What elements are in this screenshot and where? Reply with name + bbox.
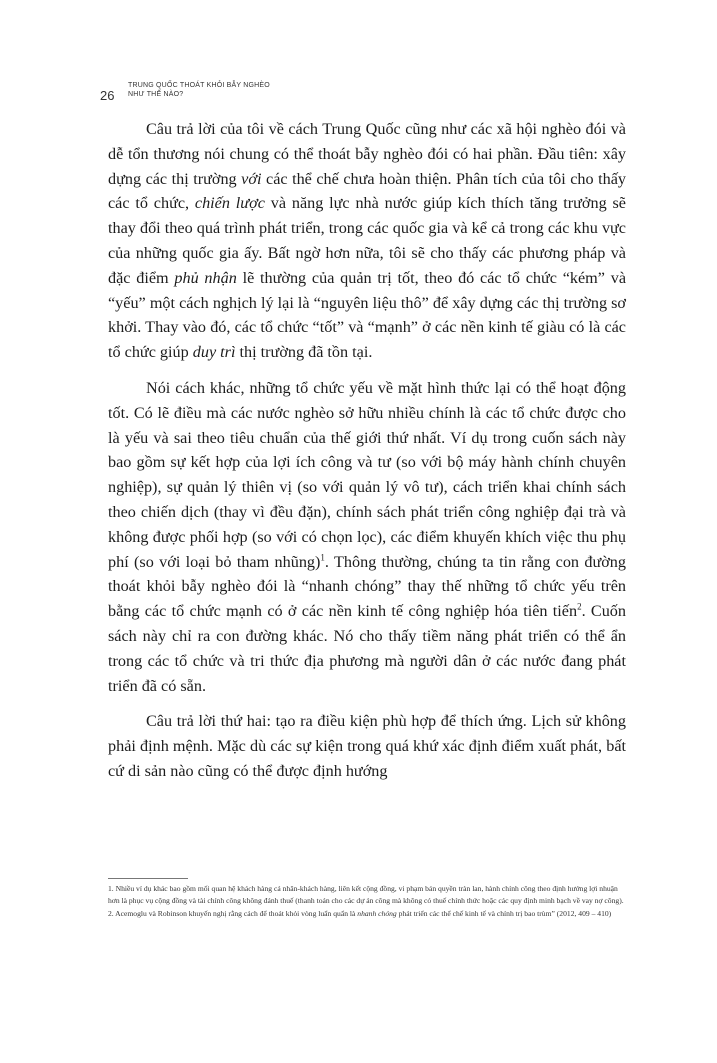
paragraph-2-text: Nói cách khác, những tổ chức yếu về mặt hình thức lại có thể hoạt động tốt. Có lẽ điều mà các nước nghèo sở hữu nhiều chính là các tổ chức được cho là yếu và sai theo tiêu chuẩn của thế giới thứ nhất. Ví dụ trong cuốn sách này bao gồm sự kết hợp của lợi ích công và tư (so với bộ máy hành chính chuyên nghiệp), sự quản lý thiên vị (so với quản lý vô tư), cách triển khai chính sách theo chiến dịch (thay vì đều đặn), chính sách phát triển công nghiệp đại trà và không được phối hợp (so với có chọn lọc), các điểm khuyến khích việc thu phụ phí (so với loại bỏ tham nhũng) (108, 378, 626, 571)
footnote-2 (108, 908, 626, 920)
paragraph-1-emphasis: duy trì (192, 343, 236, 362)
running-title (128, 82, 270, 99)
paragraph-1-text: thị trường đã tồn tại. (235, 343, 373, 362)
running-title-line-1: TRUNG QUỐC THOÁT KHỎI BẪY NGHÈO (128, 82, 270, 89)
paragraph-2 (108, 376, 626, 698)
paragraph-1-text: Câu trả lời của tôi về cách Trung Quốc cũng như các xã hội nghèo đói và dễ tổn thương nói chung có thể thoát bẫy nghèo đói có hai phần. Đầu tiên: xây dựng các thị trường (108, 120, 626, 188)
running-title-line-2: NHƯ THẾ NÀO? (128, 90, 184, 98)
paragraph-1-emphasis: với (241, 169, 262, 188)
paragraph-1-text: lẽ thường của quản trị tốt, theo đó các tổ chức “kém” và “yếu” một cách nghịch lý lại là “nguyên liệu thô” để xây dựng các thị trường sơ khởi. Thay vào đó, các tổ chức “tốt” và “mạnh” ở các nền kinh tế giàu có là các tổ chức giúp (108, 268, 627, 362)
footnote-ref-2[interactable]: 2 (577, 601, 582, 612)
paragraph-1-emphasis: chiến lược (194, 194, 265, 213)
page-header (90, 82, 630, 108)
body-text (108, 117, 626, 795)
paragraph-1-text: các thể chế chưa hoàn thiện. Phân tích của tôi cho thấy các tổ chức, (108, 169, 627, 213)
footnotes (108, 883, 626, 920)
footnote-1: 1. Nhiều ví dụ khác bao gồm mối quan hệ khách hàng cá nhân-khách hàng, liên kết cộng đồng, vi phạm bản quyền tràn lan, hành chính công theo định hướng lợi nhuận hơn là phục vụ cộng đồng và tài chính công không đánh thuế (thanh toán cho các dự án công mà không có thuế chính thức hoặc các quy định minh bạch về vay nợ công). (108, 884, 624, 906)
paragraph-3: Câu trả lời thứ hai: tạo ra điều kiện phù hợp để thích ứng. Lịch sử không phải định mệnh. Mặc dù các sự kiện trong quá khứ xác định điểm xuất phát, bất cứ di sản nào cũng có thể được định hướng (108, 712, 626, 780)
paragraph-1-emphasis: phủ nhận (174, 268, 237, 287)
paragraph-1 (108, 117, 626, 365)
page-number: 26 (100, 88, 115, 103)
footnote-2-text: 2. Acemoglu và Robinson khuyến nghị rằng cách để thoát khỏi vòng luẩn quẩn là (108, 908, 358, 918)
footnote-2-emphasis: nhanh chóng (357, 908, 397, 918)
footnote-2-text: phát triển các thể chế kinh tế và chính trị bao trùm” (2012, 409 – 410) (396, 908, 612, 918)
paragraph-2-text: . Thông thường, chúng ta tin rằng con đường thoát khỏi bẫy nghèo đói là “nhanh chóng” thay thế những tổ chức yếu trên bằng các tổ chức mạnh có ở các nền kinh tế công nghiệp hóa tiên tiến (108, 552, 626, 621)
paragraph-1-text: và năng lực nhà nước giúp kích thích tăng trưởng sẽ thay đổi theo quá trình phát triển, trong các quốc gia và kể cả trong các khu vực của những quốc gia ấy. Bất ngờ hơn nữa, tôi sẽ cho thấy các phương pháp và đặc điểm (108, 194, 626, 287)
footnote-divider (108, 878, 188, 879)
footnote-ref-1[interactable]: 1 (320, 552, 325, 563)
paragraph-2-text: . Cuốn sách này chỉ ra con đường khác. Nó cho thấy tiềm năng phát triển có thể ẩn trong các tổ chức và tri thức địa phương mà người dân ở các nước đang phát triển đã có sẵn. (108, 602, 626, 695)
